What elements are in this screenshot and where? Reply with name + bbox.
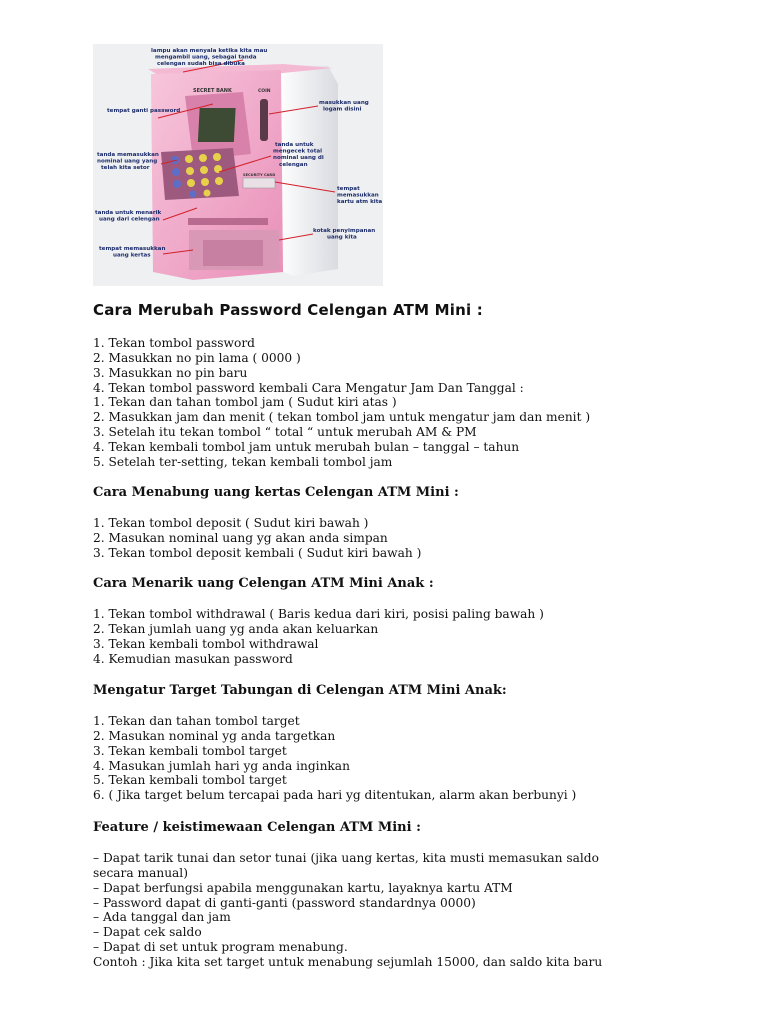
card-slot: [243, 178, 275, 188]
drawer-panel: [203, 240, 263, 266]
card-text: SECURITY CARD: [243, 173, 276, 177]
atm-side-panel: [278, 64, 338, 276]
paper-slot: [188, 218, 268, 225]
list-item: 3. Tekan kembali tombol target: [93, 743, 287, 758]
section-list-target: [93, 714, 576, 803]
list-item: 2. Tekan jumlah uang yg anda akan keluarkan: [93, 621, 379, 636]
label-lamp: lampu akan menyala ketika kita mau mengambil uang, sebagai tanda celengan sudah bisa dibuka: [151, 48, 268, 68]
list-item: 1. Tekan tombol password: [93, 336, 255, 350]
list-item: 2. Masukkan no pin lama ( 0000 ): [93, 350, 301, 365]
label-paper-slot: tempat memasukkan uang kertas: [99, 246, 166, 259]
list-item: 6. ( Jika target belum tercapai pada hari yg ditentukan, alarm akan berbunyi ): [93, 788, 577, 803]
section-title-change-password: Cara Merubah Password Celengan ATM Mini :: [93, 301, 483, 319]
list-item: 3. Tekan kembali tombol withdrawal: [93, 636, 319, 651]
list-item: 4. Kemudian masukan password: [93, 651, 293, 666]
section-title-target: Mengatur Target Tabungan di Celengan ATM Mini Anak:: [93, 683, 507, 698]
list-item: secara manual): [93, 865, 188, 880]
atm-illustration: [93, 44, 383, 286]
list-item: – Password dapat di ganti-ganti (password standardnya 0000): [93, 895, 476, 910]
list-item: – Dapat cek saldo: [93, 925, 202, 940]
list-item: 1. Tekan dan tahan tombol target: [93, 714, 300, 728]
list-item: 3. Masukkan no pin baru: [93, 365, 248, 380]
coin-text: COIN: [258, 89, 271, 94]
list-item: 5. Tekan kembali tombol target: [93, 773, 287, 788]
section-title-withdraw: Cara Menarik uang Celengan ATM Mini Anak :: [93, 576, 434, 591]
list-item: – Ada tanggal dan jam: [93, 910, 231, 925]
list-item: 5. Setelah ter-setting, tekan kembali tombol jam: [93, 454, 393, 469]
atm-piggy-bank-photo: [93, 44, 383, 286]
section-list-deposit: [93, 516, 421, 561]
label-check-total: tanda untuk mengecek total nominal uang di celengan: [273, 142, 324, 168]
section-list-features: [93, 851, 602, 970]
label-storage-box: kotak penyimpanan uang kita: [313, 228, 376, 241]
list-item: 3. Tekan tombol deposit kembali ( Sudut kiri bawah ): [93, 545, 422, 560]
list-item: 4. Tekan tombol password kembali Cara Mengatur Jam Dan Tanggal :: [93, 380, 524, 395]
coin-slot: [260, 99, 268, 141]
list-item: 1. Tekan tombol withdrawal ( Baris kedua dari kiri, posisi paling bawah ): [93, 607, 544, 621]
list-item: Contoh : Jika kita set target untuk menabung sejumlah 15000, dan saldo kita baru: [93, 954, 603, 969]
section-list-change-password: [93, 336, 590, 470]
list-item: – Dapat tarik tunai dan setor tunai (jika uang kertas, kita musti memasukan saldo: [93, 851, 599, 865]
section-title-deposit: Cara Menabung uang kertas Celengan ATM Mini :: [93, 485, 459, 500]
list-item: 1. Tekan dan tahan tombol jam ( Sudut kiri atas ): [93, 395, 397, 410]
list-item: 2. Masukan nominal uang yg akan anda simpan: [93, 530, 388, 545]
list-item: 2. Masukkan jam dan menit ( tekan tombol jam untuk mengatur jam dan menit ): [93, 410, 591, 425]
section-title-features: Feature / keistimewaan Celengan ATM Mini :: [93, 820, 421, 835]
list-item: 4. Masukan jumlah hari yg anda inginkan: [93, 758, 350, 773]
label-nominal-entry: tanda memasukkan nominal uang yang telah kita setor: [97, 152, 159, 172]
lcd-screen: [198, 108, 236, 142]
list-item: 1. Tekan tombol deposit ( Sudut kiri bawah ): [93, 516, 369, 530]
section-list-withdraw: [93, 607, 544, 666]
list-item: 3. Setelah itu tekan tombol “ total “ untuk merubah AM & PM: [93, 425, 477, 440]
list-item: 4. Tekan kembali tombol jam untuk merubah bulan – tanggal – tahun: [93, 439, 520, 454]
label-coin-slot: masukkan uang logam disini: [319, 100, 369, 113]
list-item: 2. Masukan nominal yg anda targetkan: [93, 728, 336, 743]
list-item: – Dapat di set untuk program menabung.: [93, 940, 348, 955]
list-item: – Dapat berfungsi apabila menggunakan kartu, layaknya kartu ATM: [93, 880, 513, 895]
brand-text: SECRET BANK: [193, 88, 232, 94]
label-password-place: tempat ganti password: [107, 108, 181, 114]
label-card-slot: tempat memasukkan kartu atm kita: [337, 186, 383, 206]
label-withdraw-sign: tanda untuk menarik uang dari celengan: [95, 210, 162, 223]
